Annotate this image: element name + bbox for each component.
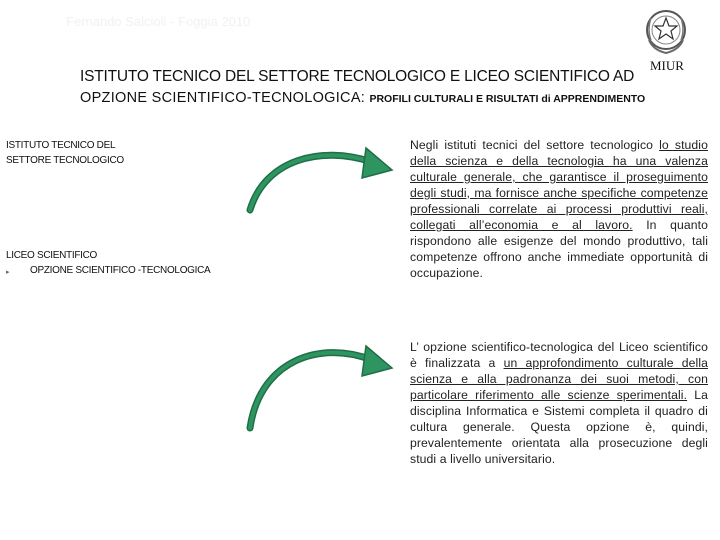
paragraph2-underlined: un approfondimento culturale della scienza e alla padronanza dei suoi metodi, con particolare riferimento alle scienze sperimentali. bbox=[410, 356, 709, 402]
istituto-line2: SETTORE TECNOLOGICO bbox=[6, 155, 124, 166]
ghost-watermark-text: Fernando Salcioli - Foggia 2010 bbox=[66, 14, 251, 29]
page-title-line1: ISTITUTO TECNICO DEL SETTORE TECNOLOGICO E LICEO SCIENTIFICO AD bbox=[80, 68, 635, 85]
liceo-title: LICEO SCIENTIFICO bbox=[6, 250, 98, 261]
paragraph-liceo-scientifico bbox=[410, 339, 708, 467]
istituto-line1: ISTITUTO TECNICO DEL bbox=[6, 140, 116, 151]
bullet-icon: ▸ bbox=[6, 269, 10, 276]
curved-arrow-icon bbox=[250, 346, 392, 428]
liceo-option: OPZIONE SCIENTIFICO -TECNOLOGICA bbox=[30, 265, 211, 276]
paragraph2-start: L’ opzione scientifico-tecnologica del Liceo scientifico è finalizzata a bbox=[410, 340, 708, 370]
title-option: OPZIONE SCIENTIFICO-TECNOLOGICA: bbox=[80, 90, 366, 106]
paragraph-istituto-tecnico bbox=[410, 137, 708, 281]
paragraph1-underlined: lo studio della scienza e della tecnologia ha una valenza culturale generale, che garantisce il proseguimento degli studi, ma fornisce anche specifiche competenze professionali correlate ai processi produttivi reali, collegati all’economia e al lavoro. bbox=[410, 138, 708, 232]
paragraph2-end: La disciplina Informatica e Sistemi completa il quadro di cultura generale. Questa opzione è, quindi, prevalentemente orientata alla prosecuzione degli studi a livello universitario. bbox=[410, 388, 708, 466]
miur-label: MIUR bbox=[650, 58, 684, 73]
title-subtitle: PROFILI CULTURALI E RISULTATI di APPRENDIMENTO bbox=[369, 93, 646, 105]
paragraph1-end: In quanto rispondono alle esigenze del mondo produttivo, tali competenze offrono anche immediate opportunità di occupazione. bbox=[410, 218, 708, 280]
curved-arrow-icon bbox=[250, 148, 392, 210]
paragraph1-start: Negli istituti tecnici del settore tecnologico bbox=[410, 138, 660, 152]
